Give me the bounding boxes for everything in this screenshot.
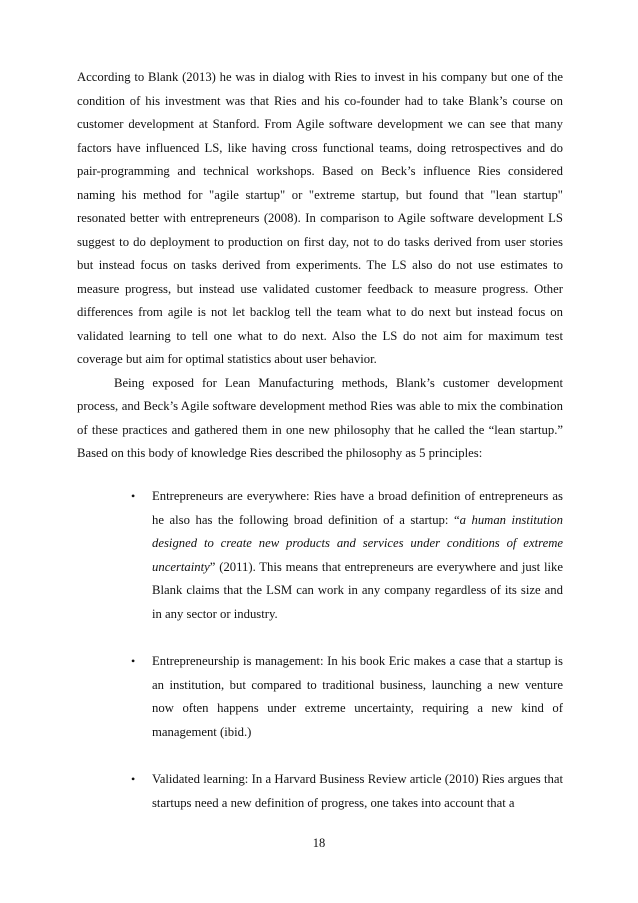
bullet-icon: • xyxy=(131,772,136,786)
list-item-text: Entrepreneurship is management: In his book Eric makes a case that a startup is an institution, but compared to traditional business, launching a new venture now often happens under extreme uncertainty, requiring a new kind of management (ibid.) xyxy=(152,654,563,739)
paragraph-blank-agile: According to Blank (2013) he was in dialog with Ries to invest in his company but one of the condition of his investment was that Ries and his co-founder had to take Blank’s course on customer development at Stanford. From Agile software development we can see that many factors have influenced LS, like having cross functional teams, doing retrospectives and do pair-programming and technical workshops. Based on Beck’s influence Ries considered naming his method for "agile startup" or "extreme startup, but found that "lean startup" resonated better with entrepreneurs (2008). In comparison to Agile software development LS suggest to do deployment to production on first day, not to do tasks derived from user stories but instead focus on tasks derived from experiments. The LS also do not use estimates to measure progress, but instead use validated customer feedback to measure progress. Other differences from agile is not let backlog tell the team what to do next but instead focus on validated learning to tell one what to do next. Also the LS do not aim for maximum test coverage but aim for optimal statistics about user behavior. xyxy=(77,70,563,366)
list-item-text: Entrepreneurs are everywhere: Ries have a broad definition of entrepreneurs as he also has the following broad definition of a startup: “ xyxy=(152,489,563,527)
body-text xyxy=(77,66,563,466)
page-number: 18 xyxy=(312,836,326,850)
paragraph-lean-startup-origin: Being exposed for Lean Manufacturing methods, Blank’s customer development process, and Beck’s Agile software development method Ries was able to mix the combination of these practices and gathered them in one new philosophy that he called the “lean startup.” Based on this body of knowledge Ries described the philosophy as 5 principles: xyxy=(77,375,563,460)
list-item-entrepreneurship-management xyxy=(77,650,563,744)
list-item-text: Validated learning: In a Harvard Business Review article (2010) Ries argues that startups need a new definition of progress, one takes into account that a xyxy=(152,772,563,810)
startup-definition-quote: a human institution designed to create new products and services under conditions of extreme uncertainty xyxy=(152,512,563,574)
list-item-text: ” (2011). This means that entrepreneurs are everywhere and just like Blank claims that the LSM can work in any company regardless of its size and in any sector or industry. xyxy=(152,559,563,621)
bullet-icon: • xyxy=(131,654,136,668)
principles-list xyxy=(77,485,563,839)
list-item-entrepreneurs-everywhere xyxy=(77,485,563,626)
list-item-validated-learning xyxy=(77,768,563,815)
bullet-icon: • xyxy=(131,489,136,503)
